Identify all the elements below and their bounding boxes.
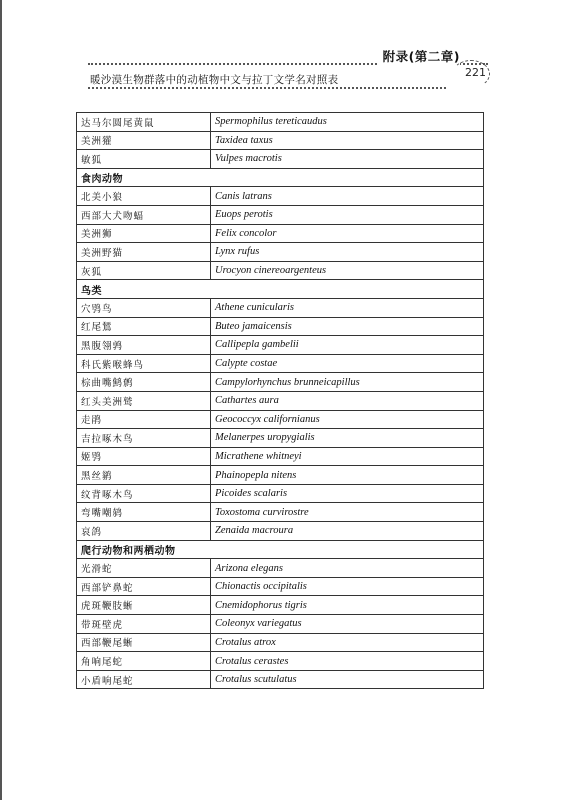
table-row bbox=[77, 670, 484, 689]
chinese-name-cell: 美洲狮 bbox=[77, 224, 211, 243]
table-row bbox=[77, 336, 484, 355]
chinese-name-cell: 弯嘴嘲鸫 bbox=[77, 503, 211, 522]
page-header bbox=[88, 44, 488, 94]
latin-name-cell: Felix concolor bbox=[211, 224, 484, 243]
chinese-name-cell: 科氏紫喉蜂鸟 bbox=[77, 354, 211, 373]
table-row bbox=[77, 187, 484, 206]
table-row bbox=[77, 113, 484, 132]
section-title: 鸟类 bbox=[77, 280, 484, 299]
chinese-name-cell: 西部鞭尾蜥 bbox=[77, 633, 211, 652]
chinese-name-cell: 红尾鵟 bbox=[77, 317, 211, 336]
chinese-name-cell: 红头美洲鹫 bbox=[77, 391, 211, 410]
latin-name-cell: Crotalus scutulatus bbox=[211, 670, 484, 689]
latin-name-cell: Cathartes aura bbox=[211, 391, 484, 410]
chinese-name-cell: 达马尔圆尾黄鼠 bbox=[77, 113, 211, 132]
latin-name-cell: Zenaida macroura bbox=[211, 522, 484, 541]
latin-name-cell: Cnemidophorus tigris bbox=[211, 596, 484, 615]
chinese-name-cell: 黑腹翎鹑 bbox=[77, 336, 211, 355]
table-row bbox=[77, 261, 484, 280]
table-row bbox=[77, 615, 484, 634]
section-header-row bbox=[77, 280, 484, 299]
chinese-name-cell: 吉拉啄木鸟 bbox=[77, 429, 211, 448]
table-row bbox=[77, 652, 484, 671]
latin-name-cell: Coleonyx variegatus bbox=[211, 615, 484, 634]
table-row bbox=[77, 391, 484, 410]
table-row bbox=[77, 522, 484, 541]
latin-name-cell: Callipepla gambelii bbox=[211, 336, 484, 355]
chinese-name-cell: 虎斑鞭肢蜥 bbox=[77, 596, 211, 615]
page-edge bbox=[0, 0, 2, 800]
header-dotted-rule-bottom bbox=[88, 87, 446, 89]
section-header-row bbox=[77, 540, 484, 559]
chinese-name-cell: 美洲獾 bbox=[77, 131, 211, 150]
latin-name-cell: Taxidea taxus bbox=[211, 131, 484, 150]
latin-name-cell: Canis latrans bbox=[211, 187, 484, 206]
latin-name-cell: Crotalus cerastes bbox=[211, 652, 484, 671]
chinese-name-cell: 敏狐 bbox=[77, 150, 211, 169]
chinese-name-cell: 带斑壁虎 bbox=[77, 615, 211, 634]
running-title: 暖沙漠生物群落中的动植物中文与拉丁文学名对照表 bbox=[90, 74, 339, 86]
latin-name-cell: Chionactis occipitalis bbox=[211, 577, 484, 596]
chapter-title: 附录(第二章) bbox=[377, 47, 460, 65]
latin-name-cell: Lynx rufus bbox=[211, 243, 484, 262]
chinese-name-cell: 哀鸽 bbox=[77, 522, 211, 541]
chinese-name-cell: 角响尾蛇 bbox=[77, 652, 211, 671]
latin-name-cell: Arizona elegans bbox=[211, 559, 484, 578]
latin-name-cell: Micrathene whitneyi bbox=[211, 447, 484, 466]
chinese-name-cell: 西部铲鼻蛇 bbox=[77, 577, 211, 596]
chinese-name-cell: 走鹃 bbox=[77, 410, 211, 429]
chinese-name-cell: 黑丝鹟 bbox=[77, 466, 211, 485]
latin-name-cell: Vulpes macrotis bbox=[211, 150, 484, 169]
latin-name-cell: Spermophilus tereticaudus bbox=[211, 113, 484, 132]
table-row bbox=[77, 243, 484, 262]
latin-name-cell: Phainopepla nitens bbox=[211, 466, 484, 485]
latin-name-cell: Toxostoma curvirostre bbox=[211, 503, 484, 522]
latin-name-cell: Urocyon cinereoargenteus bbox=[211, 261, 484, 280]
table-row bbox=[77, 559, 484, 578]
latin-name-cell: Picoides scalaris bbox=[211, 484, 484, 503]
chinese-name-cell: 棕曲嘴鹪鹩 bbox=[77, 373, 211, 392]
chinese-name-cell: 小盾响尾蛇 bbox=[77, 670, 211, 689]
table-row bbox=[77, 577, 484, 596]
species-table-body bbox=[77, 113, 484, 689]
latin-name-cell: Euops perotis bbox=[211, 205, 484, 224]
table-row bbox=[77, 429, 484, 448]
chinese-name-cell: 灰狐 bbox=[77, 261, 211, 280]
table-row bbox=[77, 131, 484, 150]
table-row bbox=[77, 224, 484, 243]
latin-name-cell: Buteo jamaicensis bbox=[211, 317, 484, 336]
section-title: 爬行动物和两栖动物 bbox=[77, 540, 484, 559]
chinese-name-cell: 西部大犬吻蝠 bbox=[77, 205, 211, 224]
species-table bbox=[76, 112, 484, 689]
table-row bbox=[77, 298, 484, 317]
table-row bbox=[77, 410, 484, 429]
latin-name-cell: Athene cunicularis bbox=[211, 298, 484, 317]
chinese-name-cell: 姬鸮 bbox=[77, 447, 211, 466]
latin-name-cell: Calypte costae bbox=[211, 354, 484, 373]
table-row bbox=[77, 373, 484, 392]
chinese-name-cell: 穴鸮鸟 bbox=[77, 298, 211, 317]
table-row bbox=[77, 484, 484, 503]
latin-name-cell: Crotalus atrox bbox=[211, 633, 484, 652]
table-row bbox=[77, 466, 484, 485]
chinese-name-cell: 光滑蛇 bbox=[77, 559, 211, 578]
latin-name-cell: Melanerpes uropygialis bbox=[211, 429, 484, 448]
section-header-row bbox=[77, 168, 484, 187]
chinese-name-cell: 北美小狼 bbox=[77, 187, 211, 206]
table-row bbox=[77, 150, 484, 169]
table-row bbox=[77, 317, 484, 336]
latin-name-cell: Geococcyx californianus bbox=[211, 410, 484, 429]
table-row bbox=[77, 447, 484, 466]
table-row bbox=[77, 503, 484, 522]
section-title: 食肉动物 bbox=[77, 168, 484, 187]
latin-name-cell: Campylorhynchus brunneicapillus bbox=[211, 373, 484, 392]
table-row bbox=[77, 596, 484, 615]
table-row bbox=[77, 354, 484, 373]
table-row bbox=[77, 633, 484, 652]
chinese-name-cell: 纹背啄木鸟 bbox=[77, 484, 211, 503]
table-row bbox=[77, 205, 484, 224]
page-number: 221 bbox=[465, 66, 486, 79]
chinese-name-cell: 美洲野猫 bbox=[77, 243, 211, 262]
